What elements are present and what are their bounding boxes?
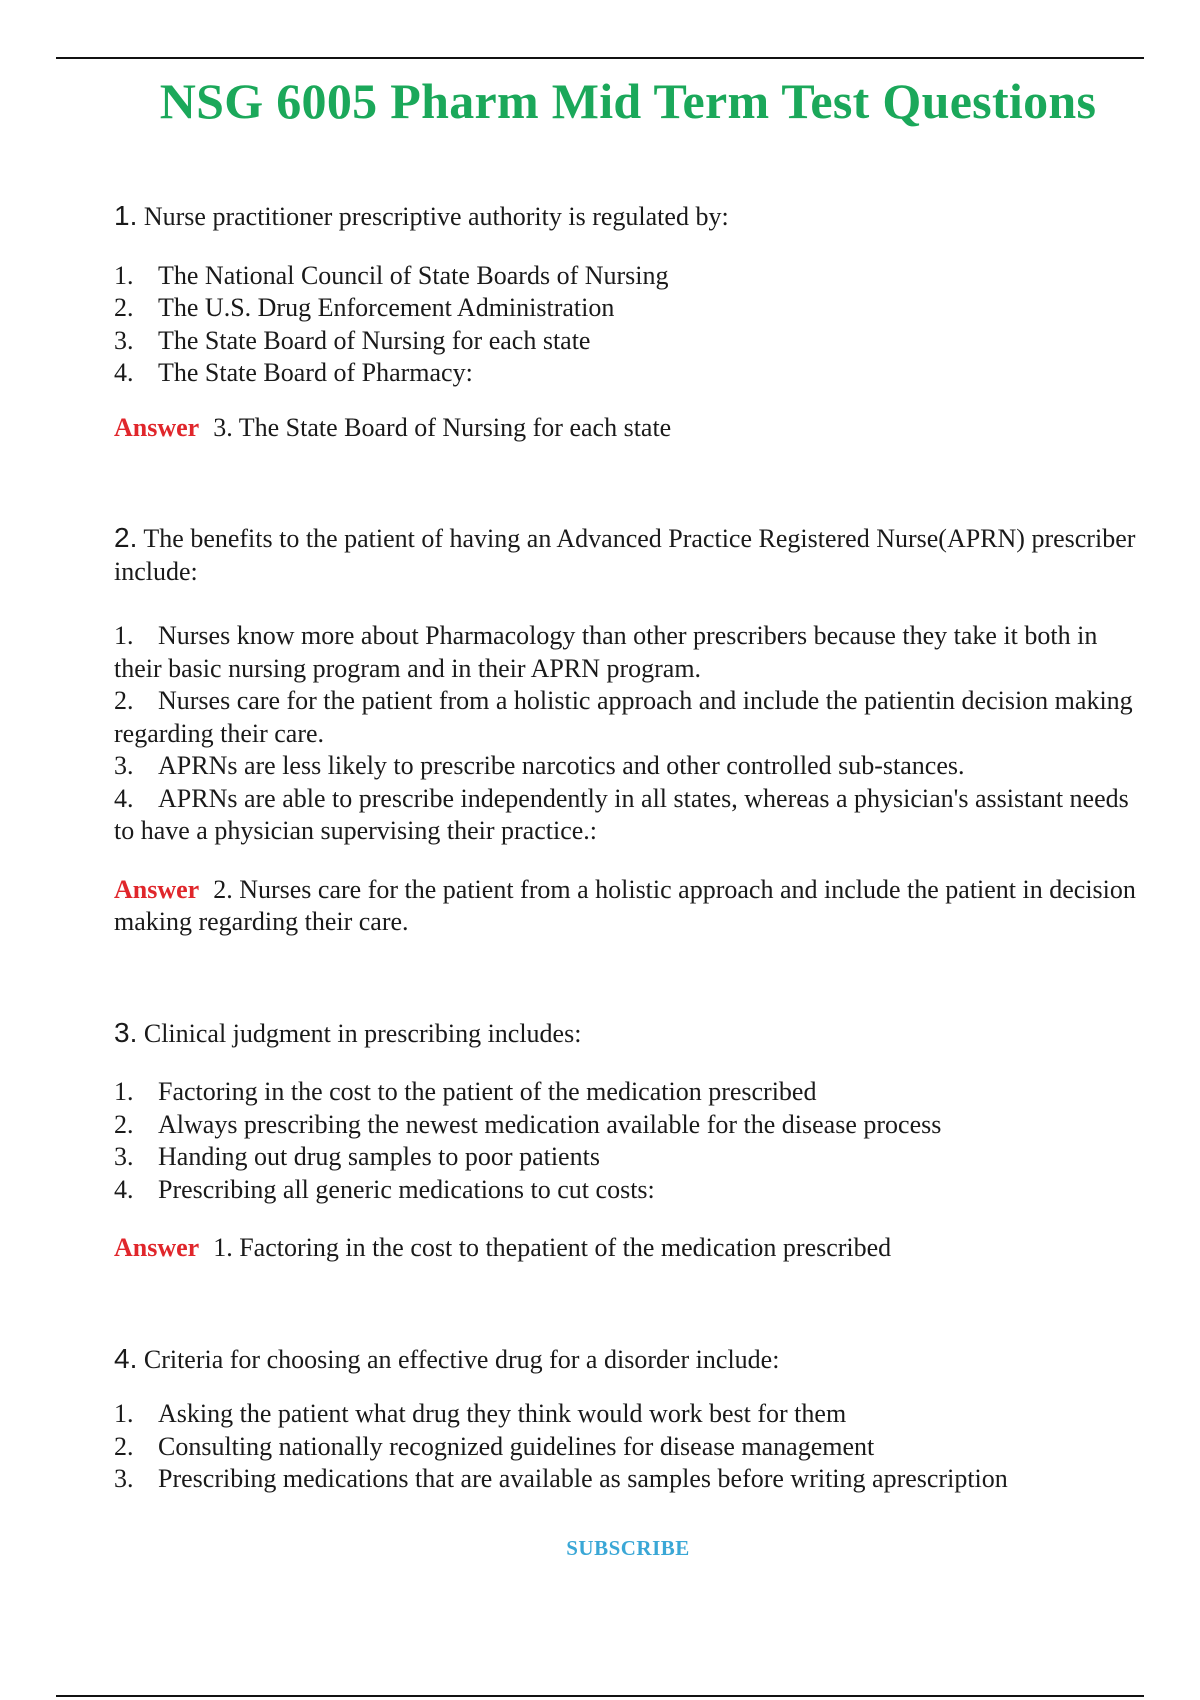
question-text: Criteria for choosing an effective drug for a disorder include: bbox=[143, 1344, 780, 1374]
option-text: Always prescribing the newest medication available for the disease process bbox=[158, 1109, 942, 1139]
answer-line bbox=[114, 412, 1144, 445]
option-number: 4. bbox=[114, 783, 134, 813]
question-stem bbox=[114, 200, 1144, 234]
option-text: The U.S. Drug Enforcement Administration bbox=[158, 293, 615, 322]
question-text: The benefits to the patient of having an Advanced Practice Registered Nurse(APRN) prescriber include: bbox=[114, 524, 1136, 586]
option-number: 3. bbox=[114, 325, 134, 355]
question-stem bbox=[114, 1343, 1144, 1377]
option-text: APRNs are able to prescribe independently in all states, whereas a physician's assistant needs to have a physician supervising their practice.: bbox=[114, 783, 1129, 845]
question-4 bbox=[114, 1343, 1144, 1496]
option-number: 1. bbox=[114, 260, 134, 290]
option-number: 4. bbox=[114, 358, 134, 387]
option-item bbox=[114, 260, 1144, 293]
option-item bbox=[114, 292, 1144, 325]
question-number: 3. bbox=[114, 1016, 138, 1048]
question-text: Nurse practitioner prescriptive authority is regulated by: bbox=[143, 202, 729, 231]
answer-line bbox=[114, 1232, 1144, 1265]
option-item bbox=[114, 325, 1144, 358]
option-number: 2. bbox=[114, 1109, 134, 1139]
bottom-rule bbox=[56, 1695, 1144, 1697]
option-number: 2. bbox=[114, 293, 134, 322]
option-text: The State Board of Pharmacy: bbox=[158, 358, 473, 387]
option-item bbox=[114, 750, 1144, 783]
option-number: 3. bbox=[114, 1464, 134, 1493]
option-text: Handing out drug samples to poor patients bbox=[158, 1142, 600, 1171]
option-number: 3. bbox=[114, 751, 134, 780]
question-2 bbox=[114, 522, 1144, 939]
option-item bbox=[114, 1174, 1144, 1207]
question-3 bbox=[114, 1017, 1144, 1265]
question-1 bbox=[114, 200, 1144, 444]
option-number: 2. bbox=[114, 1431, 134, 1461]
top-rule bbox=[56, 57, 1144, 59]
subscribe-link[interactable]: SUBSCRIBE bbox=[566, 1536, 690, 1560]
option-item bbox=[114, 1398, 1144, 1431]
answer-text: 2. Nurses care for the patient from a holistic approach and include the patient in decision making regarding their care. bbox=[114, 874, 1136, 936]
answer-text: 1. Factoring in the cost to thepatient of the medication prescribed bbox=[213, 1233, 892, 1262]
option-item bbox=[114, 357, 1144, 390]
option-item bbox=[114, 1109, 1144, 1142]
option-number: 2. bbox=[114, 686, 134, 715]
option-item bbox=[114, 1463, 1144, 1496]
option-item bbox=[114, 1076, 1144, 1109]
option-list bbox=[114, 1076, 1144, 1206]
option-item bbox=[114, 685, 1144, 750]
option-number: 4. bbox=[114, 1174, 134, 1204]
answer-label: Answer bbox=[114, 874, 200, 904]
answer-label: Answer bbox=[114, 412, 200, 442]
question-number: 1. bbox=[114, 200, 138, 231]
option-number: 1. bbox=[114, 621, 134, 650]
question-stem bbox=[114, 522, 1144, 588]
option-text: Asking the patient what drug they think would work best for them bbox=[158, 1399, 847, 1428]
option-item bbox=[114, 783, 1144, 848]
option-text: Consulting nationally recognized guidelines for disease management bbox=[158, 1431, 875, 1461]
question-number: 4. bbox=[114, 1342, 138, 1374]
answer-label: Answer bbox=[114, 1233, 200, 1262]
option-item bbox=[114, 1141, 1144, 1174]
option-text: Nurses care for the patient from a holistic approach and include the patientin decision making regarding their care. bbox=[114, 686, 1133, 748]
option-number: 1. bbox=[114, 1399, 134, 1428]
option-number: 1. bbox=[114, 1077, 134, 1106]
option-item bbox=[114, 1431, 1144, 1464]
question-text: Clinical judgment in prescribing includes: bbox=[143, 1018, 582, 1048]
answer-text: 3. The State Board of Nursing for each state bbox=[213, 412, 672, 442]
option-text: Nurses know more about Pharmacology than other prescribers because they take it both in their basic nursing program and in their APRN program. bbox=[114, 621, 1098, 683]
page-title: NSG 6005 Pharm Mid Term Test Questions bbox=[159, 73, 1097, 129]
option-item bbox=[114, 620, 1144, 685]
option-text: Prescribing medications that are available as samples before writing aprescription bbox=[158, 1464, 1008, 1493]
option-text: The National Council of State Boards of Nursing bbox=[158, 260, 669, 290]
option-list bbox=[114, 620, 1144, 848]
option-list bbox=[114, 260, 1144, 390]
option-text: The State Board of Nursing for each state bbox=[158, 325, 591, 355]
question-list bbox=[114, 200, 1144, 1496]
answer-line bbox=[114, 874, 1144, 939]
option-number: 3. bbox=[114, 1142, 134, 1171]
question-stem bbox=[114, 1017, 1144, 1051]
option-text: Factoring in the cost to the patient of the medication prescribed bbox=[158, 1077, 817, 1106]
question-number: 2. bbox=[114, 522, 138, 553]
option-text: APRNs are less likely to prescribe narcotics and other controlled sub-stances. bbox=[158, 751, 965, 780]
option-text: Prescribing all generic medications to cut costs: bbox=[158, 1174, 655, 1204]
option-list bbox=[114, 1398, 1144, 1496]
